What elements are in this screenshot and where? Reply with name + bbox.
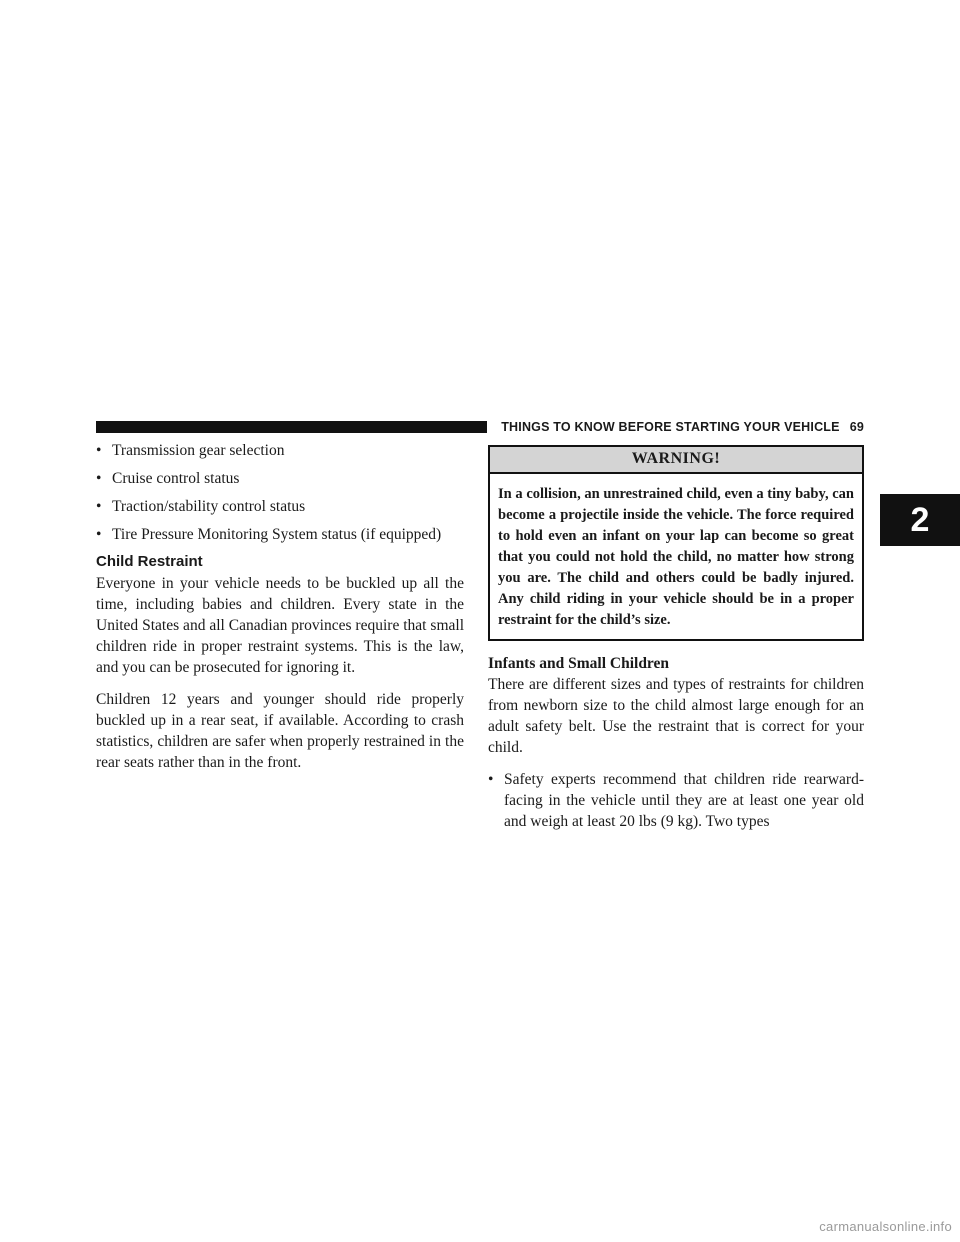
header-title: THINGS TO KNOW BEFORE STARTING YOUR VEHICLE <box>501 420 840 434</box>
bullet-icon: • <box>488 771 494 788</box>
warning-box <box>488 445 864 641</box>
section-heading: Child Restraint <box>96 553 203 570</box>
status-bullet-list <box>96 440 464 545</box>
warning-title: WARNING! <box>490 447 862 474</box>
list-item: • Safety experts recommend that children ride rearward-facing in the vehicle until they are at least one year old and weigh at least 20 lbs (9 kg). Two types <box>488 771 864 830</box>
list-item: • Cruise control status <box>96 470 240 487</box>
warning-text: In a collision, an unrestrained child, even a tiny baby, can become a projectile inside the vehicle. The force required to hold even an infant on your lap can become so great that you could not hold the child, no matter how strong you are. The child and others could be badly injured. Any child riding in your vehicle should be in a proper restraint for the child’s size. <box>498 486 854 628</box>
header-rule <box>96 421 487 433</box>
running-header <box>496 419 864 435</box>
chapter-tab: 2 <box>880 494 960 546</box>
watermark: carmanualsonline.info <box>819 1219 952 1234</box>
list-item: • Tire Pressure Monitoring System status (if equipped) <box>96 526 442 543</box>
paragraph: Everyone in your vehicle needs to be buckled up all the time, including babies and children. Every state in the United States and all Canadian provinces require that small children ride in proper restraint systems. This is the law, and you can be prosecuted for ignoring it. <box>96 575 464 676</box>
bullet-icon: • <box>96 470 102 487</box>
left-column <box>96 440 464 784</box>
list-item: • Traction/stability control status <box>96 498 306 515</box>
paragraph: There are different sizes and types of restraints for children from newborn size to the child almost large enough for an adult safety belt. Use the restraint that is correct for your child. <box>488 676 864 756</box>
bullet-icon: • <box>96 498 102 515</box>
bullet-icon: • <box>96 526 102 543</box>
right-column <box>488 445 864 832</box>
page-number: 69 <box>849 420 864 434</box>
list-item: • Transmission gear selection <box>96 442 285 459</box>
bullet-icon: • <box>96 442 102 459</box>
paragraph: Children 12 years and younger should ride properly buckled up in a rear seat, if available. According to crash statistics, children are safer when properly restrained in the rear seats rather than in the front. <box>96 691 464 771</box>
sub-heading: Infants and Small Children <box>488 655 670 672</box>
